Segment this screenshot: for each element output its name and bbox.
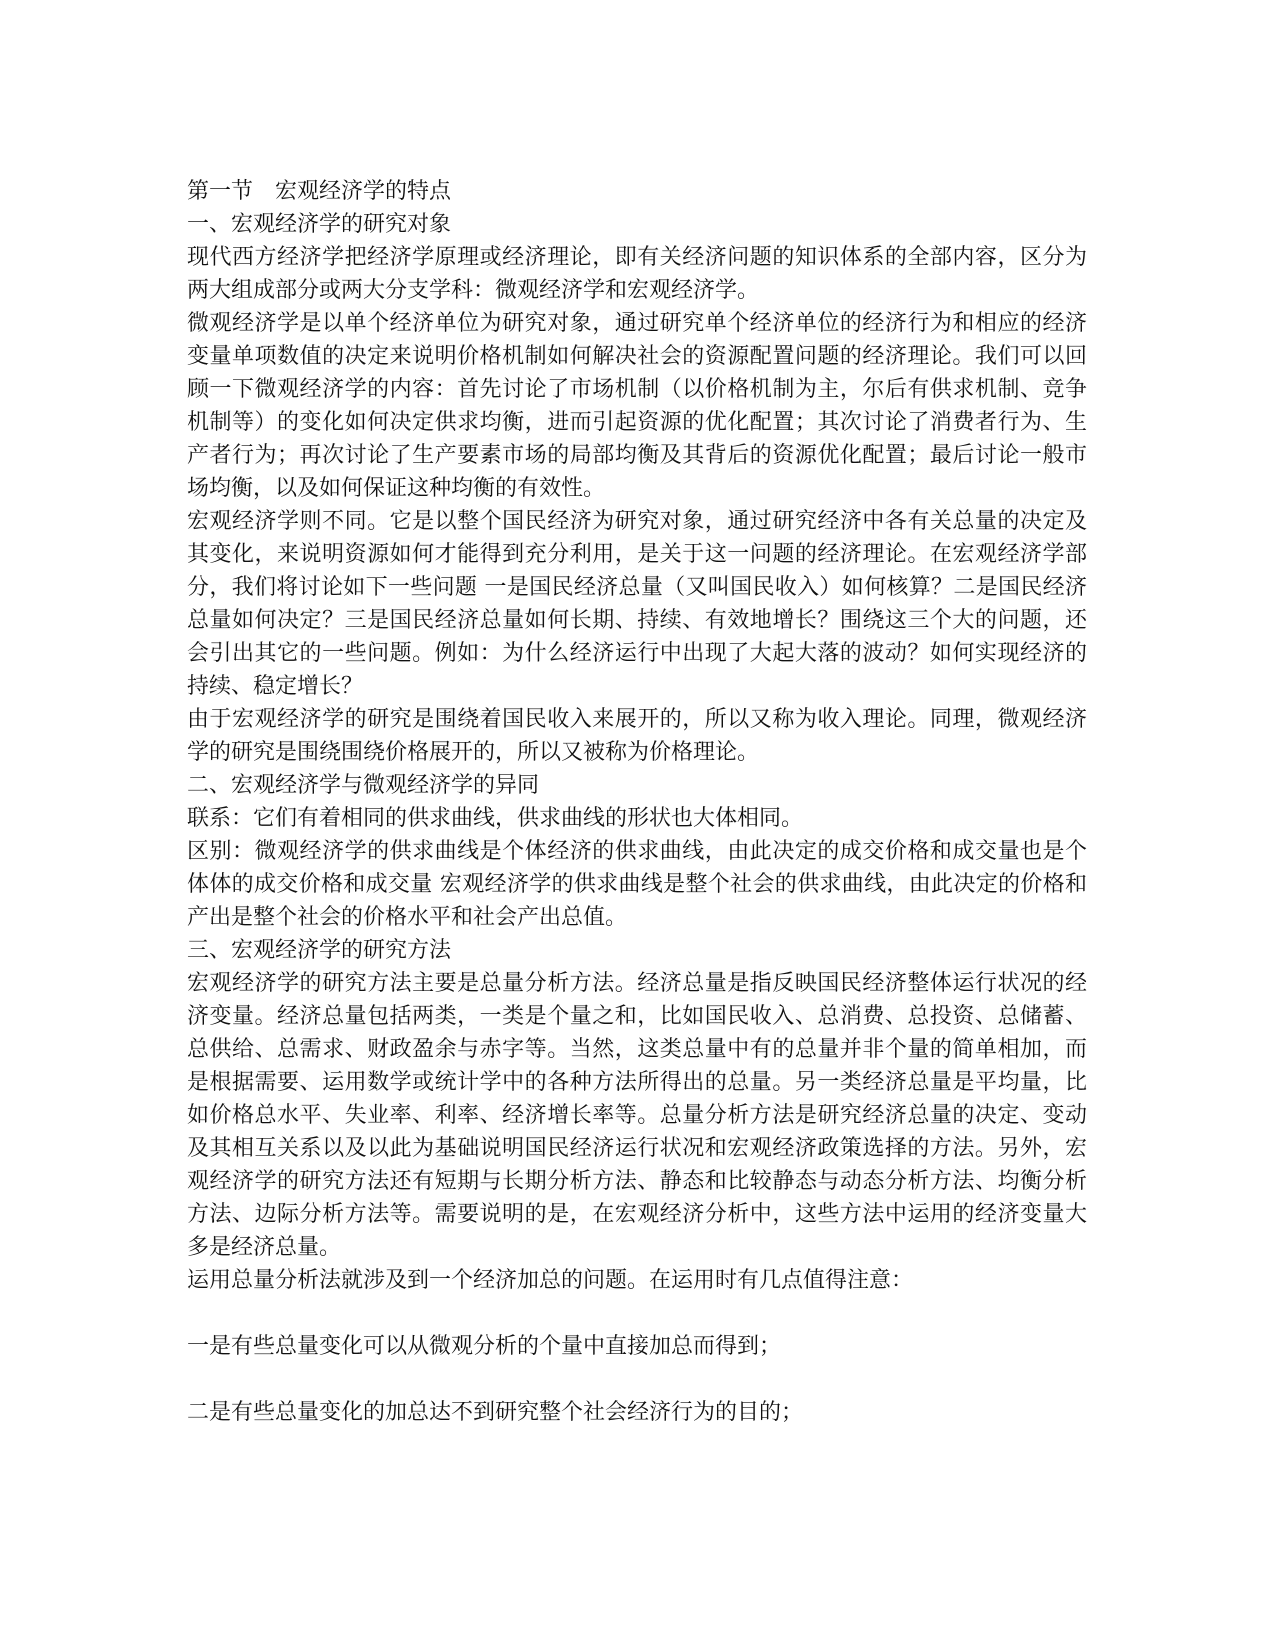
- paragraph: 微观经济学是以单个经济单位为研究对象，通过研究单个经济单位的经济行为和相应的经济变量单项数值的决定来说明价格机制如何解决社会的资源配置问题的经济理论。我们可以回顾一下微观经济学的内容：首先讨论了市场机制（以价格机制为主，尔后有供求机制、竞争机制等）的变化如何决定供求均衡，进而引起资源的优化配置；其次讨论了消费者行为、生产者行为；再次讨论了生产要素市场的局部均衡及其背后的资源优化配置；最后讨论一般市场均衡，以及如何保证这种均衡的有效性。: [187, 311, 1087, 501]
- paragraph: 二是有些总量变化的加总达不到研究整个社会经济行为的目的；: [187, 1400, 804, 1425]
- paragraph: 宏观经济学则不同。它是以整个国民经济为研究对象，通过研究经济中各有关总量的决定及其变化，来说明资源如何才能得到充分利用，是关于这一问题的经济理论。在宏观经济学部分，我们将讨论如下一些问题 一是国民经济总量（又叫国民收入）如何核算？二是国民经济总量如何决定？三是国民经济总量如何长期、持续、有效地增长？围绕这三个大的问题，还会引出其它的一些问题。例如：为什么经济运行中出现了大起大落的波动？如何实现经济的持续、稳定增长？: [187, 509, 1087, 699]
- heading-research-methods: 三、宏观经济学的研究方法: [187, 938, 452, 963]
- document-body: [187, 175, 1087, 1429]
- section-title: 第一节 宏观经济学的特点: [187, 179, 452, 204]
- paragraph: 区别：微观经济学的供求曲线是个体经济的供求曲线，由此决定的成交价格和成交量也是个体体的成交价格和成交量 宏观经济学的供求曲线是整个社会的供求曲线，由此决定的价格和产出是整个社会的价格水平和社会产出总值。: [187, 839, 1087, 930]
- paragraph: 由于宏观经济学的研究是围绕着国民收入来展开的，所以又称为收入理论。同理，微观经济学的研究是围绕围绕价格展开的，所以又被称为价格理论。: [187, 707, 1087, 765]
- paragraph: 宏观经济学的研究方法主要是总量分析方法。经济总量是指反映国民经济整体运行状况的经济变量。经济总量包括两类，一类是个量之和，比如国民收入、总消费、总投资、总储蓄、总供给、总需求、财政盈余与赤字等。当然，这类总量中有的总量并非个量的简单相加，而是根据需要、运用数学或统计学中的各种方法所得出的总量。另一类经济总量是平均量，比如价格总水平、失业率、利率、经济增长率等。总量分析方法是研究经济总量的决定、变动及其相互关系以及以此为基础说明国民经济运行状况和宏观经济政策选择的方法。另外，宏观经济学的研究方法还有短期与长期分析方法、静态和比较静态与动态分析方法、均衡分析方法、边际分析方法等。需要说明的是，在宏观经济分析中，这些方法中运用的经济变量大多是经济总量。: [187, 971, 1087, 1260]
- paragraph: 一是有些总量变化可以从微观分析的个量中直接加总而得到；: [187, 1334, 782, 1359]
- paragraph: 联系：它们有着相同的供求曲线，供求曲线的形状也大体相同。: [187, 806, 804, 831]
- paragraph: 运用总量分析法就涉及到一个经济加总的问题。在运用时有几点值得注意：: [187, 1268, 914, 1293]
- heading-research-object: 一、宏观经济学的研究对象: [187, 212, 452, 237]
- paragraph: 现代西方经济学把经济学原理或经济理论，即有关经济问题的知识体系的全部内容，区分为两大组成部分或两大分支学科：微观经济学和宏观经济学。: [187, 245, 1087, 303]
- heading-similarities-differences: 二、宏观经济学与微观经济学的异同: [187, 773, 540, 798]
